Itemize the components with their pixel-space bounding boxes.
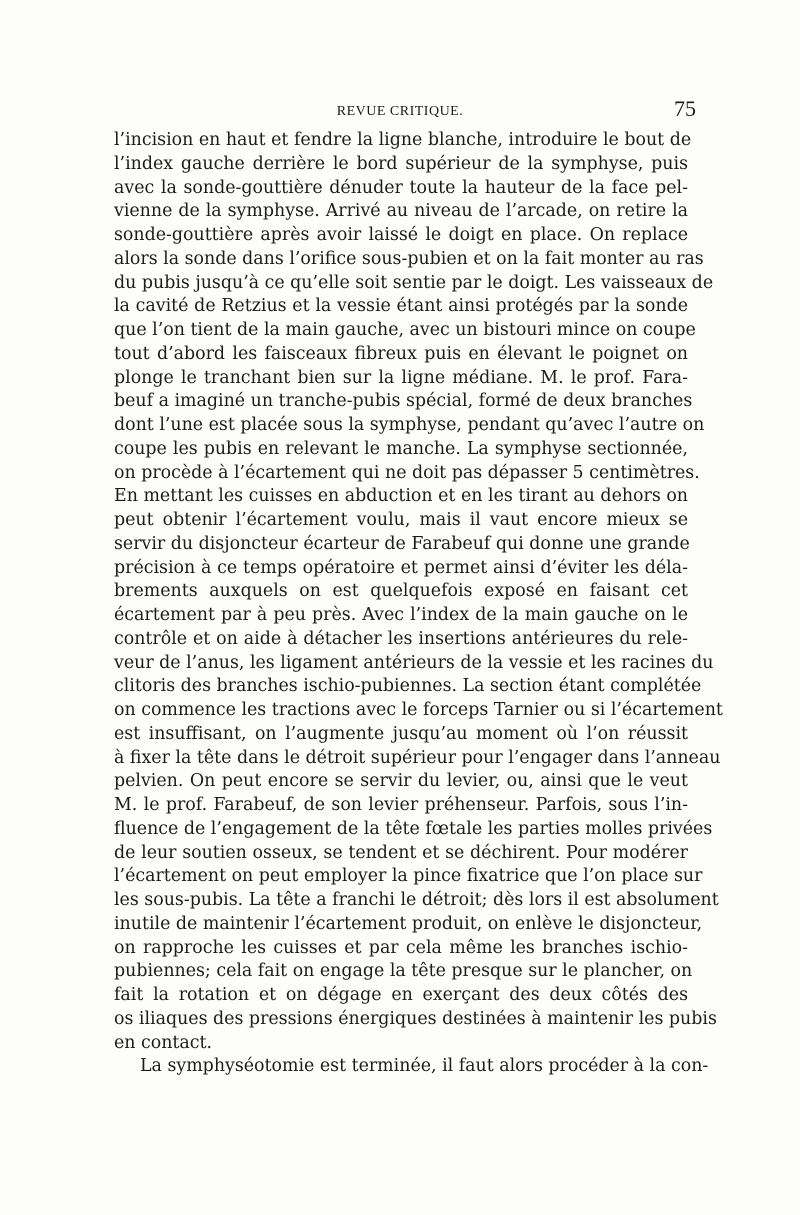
text-line: on rapproche les cuisses et par cela même les branches ischio- xyxy=(114,937,688,958)
running-head xyxy=(112,96,696,124)
running-head-title: REVUE CRITIQUE. xyxy=(336,104,464,119)
text-line: pelvien. On peut encore se servir du levier, ou, ainsi que le veut xyxy=(114,771,688,792)
closing-paragraph-line: La symphyséotomie est terminée, il faut alors procéder à la con- xyxy=(140,1056,709,1077)
text-line: coupe les pubis en relevant le manche. La symphyse sectionnée, xyxy=(114,438,688,459)
body-text xyxy=(114,129,723,1079)
text-line: que l’on tient de la main gauche, avec un bistouri mince on coupe xyxy=(114,320,696,340)
text-line: beuf a imaginé un tranche-pubis spécial, formé de deux branches xyxy=(114,391,693,412)
text-line: en contact. xyxy=(114,1032,213,1053)
text-line: brements auxquels on est quelquefois exposé en faisant cet xyxy=(114,581,688,602)
text-line: clitoris des branches ischio-pubiennes. La section étant complétée xyxy=(114,676,702,697)
text-line: l’incision en haut et fendre la ligne blanche, introduire le bout de xyxy=(114,130,692,150)
text-line: inutile de maintenir l’écartement produit, on enlève le disjoncteur, xyxy=(114,913,703,934)
text-line: M. le prof. Farabeuf, de son levier préhenseur. Parfois, sous l’in- xyxy=(114,795,688,815)
text-line: à fixer la tête dans le détroit supérieur pour l’engager dans l’anneau xyxy=(114,747,721,768)
text-line: plonge le tranchant bien sur la ligne médiane. M. le prof. Fara- xyxy=(114,367,688,388)
text-line: du pubis jusqu’à ce qu’elle soit sentie par le doigt. Les vaisseaux de xyxy=(114,272,714,293)
text-line: tout d’abord les faisceaux fibreux puis en élevant le poignet on xyxy=(114,343,688,364)
text-line: pubiennes; cela fait on engage la tête presque sur le plancher, on xyxy=(114,961,693,982)
text-line: alors la sonde dans l’orifice sous-pubien et on la fait monter au ras xyxy=(114,248,704,269)
text-line: est insuffisant, on l’augmente jusqu’au moment où l’on réussit xyxy=(114,723,688,744)
text-line: fluence de l’engagement de la tête fœtale les parties molles privées xyxy=(114,818,713,839)
text-line: vienne de la symphyse. Arrivé au niveau de l’arcade, on retire la xyxy=(114,201,688,222)
text-line: veur de l’anus, les ligament antérieurs de la vessie et les racines du xyxy=(114,652,714,673)
text-line: peut obtenir l’écartement voulu, mais il vaut encore mieux se xyxy=(114,510,688,530)
text-line: fait la rotation et on dégage en exerçant des deux côtés des xyxy=(114,985,688,1005)
text-line: En mettant les cuisses en abduction et en les tirant au dehors on xyxy=(114,486,688,507)
text-line: contrôle et on aide à détacher les insertions antérieures du rele- xyxy=(114,628,688,649)
text-line: écartement par à peu près. Avec l’index de la main gauche on le xyxy=(114,605,688,625)
page-number: 75 xyxy=(674,96,696,121)
text-line: précision à ce temps opératoire et permet ainsi d’éviter les déla- xyxy=(114,557,688,578)
text-line: on procède à l’écartement qui ne doit pas dépasser 5 centimètres. xyxy=(114,462,700,483)
text-line: l’index gauche derrière le bord supérieur de la symphyse, puis xyxy=(114,153,688,174)
text-line: os iliaques des pressions énergiques destinées à maintenir les pubis xyxy=(114,1008,717,1029)
text-line: on commence les tractions avec le forceps Tarnier ou si l’écartement xyxy=(114,700,723,720)
text-line: avec la sonde-gouttière dénuder toute la hauteur de la face pel- xyxy=(114,177,688,198)
text-line: servir du disjoncteur écarteur de Farabeuf qui donne une grande xyxy=(114,533,690,554)
text-line: la cavité de Retzius et la vessie étant ainsi protégés par la sonde xyxy=(114,296,688,317)
text-line: l’écartement on peut employer la pince fixatrice que l’on place sur xyxy=(114,866,703,887)
text-line: dont l’une est placée sous la symphyse, pendant qu’avec l’autre on xyxy=(114,415,705,435)
text-line: les sous-pubis. La tête a franchi le détroit; dès lors il est absolument xyxy=(114,890,719,910)
text-line: sonde-gouttière après avoir laissé le doigt en place. On replace xyxy=(114,225,688,245)
text-line: de leur soutien osseux, se tendent et se déchirent. Pour modérer xyxy=(114,842,688,863)
